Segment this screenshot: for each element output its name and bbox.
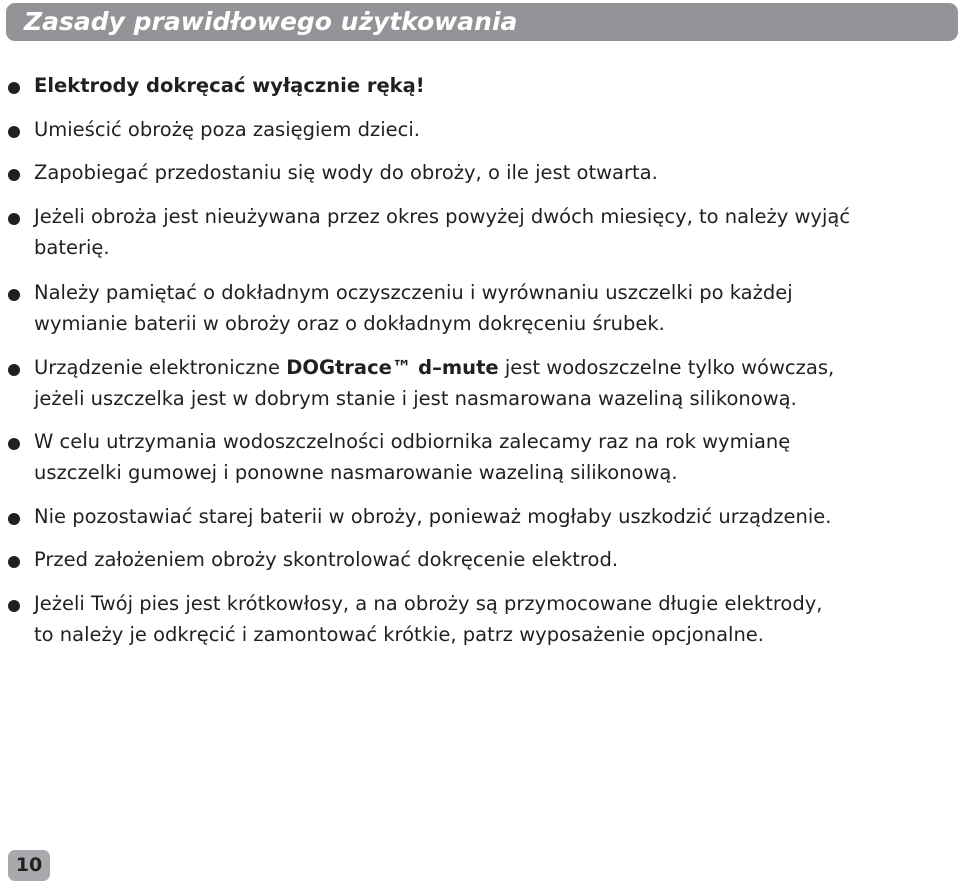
rule-text: Jeżeli Twój pies jest krótkowłosy, a na obroży są przymocowane długie elektrody, to należy je odkręcić i zamontować krótkie, patrz wyposażenie opcjonalne. [34,592,823,646]
rule-text: Jeżeli obroża jest nieużywana przez okres powyżej dwóch miesięcy, to należy wyjąć baterię. [34,205,851,259]
bullet-icon [8,289,20,301]
page-number-badge [8,850,50,881]
rule-text: Zapobiegać przedostaniu się wody do obroży, o ile jest otwarta. [34,161,658,184]
bullet-icon [8,438,20,450]
bullet-icon [8,82,20,94]
bullet-icon [8,169,20,181]
bullet-icon [8,513,20,525]
rule-text: Urządzenie elektroniczne DOGtrace™ d–mute jest wodoszczelne tylko wówczas, jeżeli uszczelka jest w dobrym stanie i jest nasmarowana wazeliną silikonową. [34,356,835,410]
bullet-icon [8,364,20,376]
bullet-icon [8,126,20,138]
section-title: Zasady prawidłowego użytkowania [24,7,518,36]
rule-text: Elektrody dokręcać wyłącznie ręką! [34,74,425,97]
page-number: 10 [15,854,43,876]
rule-text: Przed założeniem obroży skontrolować dokręcenie elektrod. [34,548,619,571]
bullet-icon [8,600,20,612]
brand-name: DOGtrace™ d–mute [286,356,499,379]
bullet-icon [8,213,20,225]
rule-text: Nie pozostawiać starej baterii w obroży, ponieważ mogłaby uszkodzić urządzenie. [34,505,832,528]
rule-text: W celu utrzymania wodoszczelności odbiornika zalecamy raz na rok wymianę uszczelki gumowej i ponowne nasmarowanie wazeliną silikonową. [34,430,791,484]
bullet-icon [8,556,20,568]
rule-text: Należy pamiętać o dokładnym oczyszczeniu i wyrównaniu uszczelki po każdej wymianie baterii w obroży oraz o dokładnym dokręceniu śrubek. [34,281,793,335]
section-header [6,3,958,41]
rule-text: Umieścić obrożę poza zasięgiem dzieci. [34,118,420,141]
